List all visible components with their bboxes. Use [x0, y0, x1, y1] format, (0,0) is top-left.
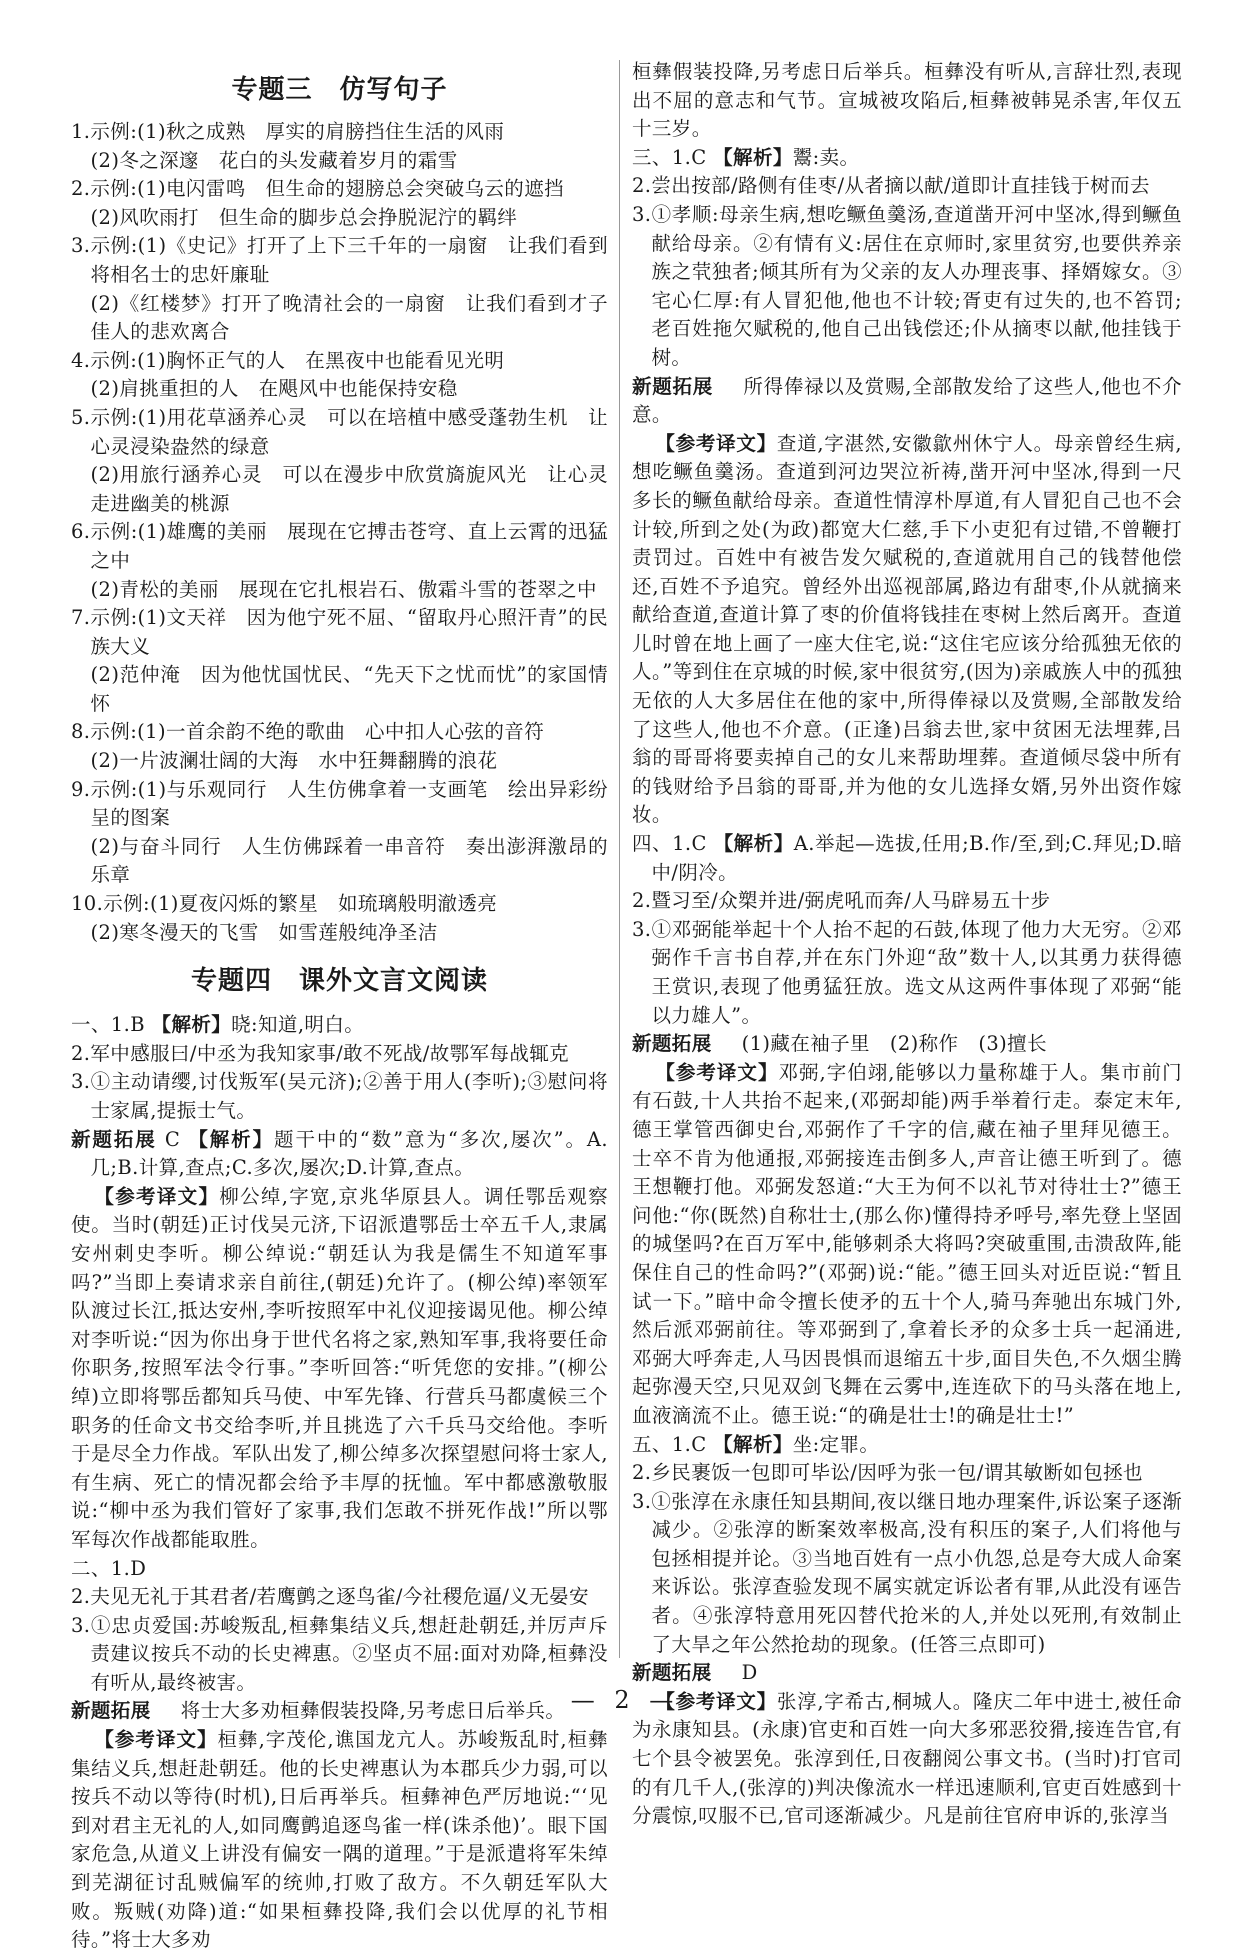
- s3-q1-analysis-tag: 【解析】: [713, 145, 793, 169]
- answer-10-sub: (2)寒冬漫天的飞雪 如雪莲般纯净圣洁: [90, 920, 438, 944]
- s3-ext-tag: 新题拓展: [632, 374, 713, 398]
- answer-7: 7.示例:(1)文天祥 因为他宁死不屈、“留取丹心照汗青”的民族大义: [71, 606, 608, 658]
- s5-extension: [632, 1659, 1182, 1688]
- s1-q1-text: 晓:知道,明白。: [231, 1013, 365, 1037]
- s4-q3: 3.①邓弼能举起十个人抬不起的石鼓,体现了他力大无穷。②邓弼作千言书自荐,并在东门外迎“敌”数十人,以其勇力获得德王赏识,表现了他勇猛狂放。选文从这两件事体现了邓弼“能以力雄人”。: [632, 917, 1182, 1027]
- answer-5: 5.示例:(1)用花草涵养心灵 可以在培植中感受蓬勃生机 让心灵浸染盎然的绿意: [71, 405, 608, 458]
- left-column: [71, 58, 608, 1955]
- s1-ext-analysis-tag: 【解析】: [188, 1127, 275, 1151]
- s2-ext-text: 将士大多劝桓彝假装投降,另考虑日后举兵。: [180, 1699, 566, 1723]
- s4-translation: [632, 1059, 1182, 1431]
- section-3: [632, 144, 1182, 830]
- s5-q1-num: 五、1.C: [632, 1432, 707, 1456]
- s3-translation-text: 查道,字湛然,安徽歙州休宁人。母亲曾经生病,想吃鳜鱼羹汤。查道到河边哭泣祈祷,凿开河中坚冰,得到一尺多长的鳜鱼献给母亲。查道性情淳朴厚道,有人冒犯自己也不会计较,所到之处(为政)都宽大仁慈,手下小吏犯有过错,不曾鞭打责罚过。百姓中有被告发欠赋税的,查道就用自己的钱替他偿还,百姓不予追究。曾经外出巡视部属,路边有甜枣,仆从就摘来献给查道,查道计算了枣的价值将钱挂在枣树上然后离开。查道儿时曾在地上画了一座大住宅,说:“这住宅应该分给孤独无依的人。”等到住在京城的时候,家中很贫穷,(因为)亲戚族人中的孤独无依的人大多居住在他的家中,所得俸禄以及赏赐,全部散发给了这些人,他也不介意。(正逢)吕翁去世,家中贫困无法埋葬,吕翁的哥哥将要卖掉自己的女儿来帮助埋葬。查道倾尽袋中所有的钱财给予吕翁的哥哥,并为他的女儿选择女婿,另外出资作嫁妆。: [632, 431, 1182, 827]
- s1-q1-num: 一、1.B: [71, 1013, 145, 1037]
- s4-translation-text: 邓弼,字伯翊,能够以力量称雄于人。集市前门有石鼓,十人共抬不起来,(邓弼却能)两手举着行走。泰定末年,德王掌管西御史台,邓弼作了千字的信,藏在袖子里拜见德王。士卒不肯为他通报,邓弼接连击倒多人,声音让德王听到了。德王想鞭打他。邓弼发怒道:“大王为何不以礼节对待壮士?”德王问他:“你(既然)自称壮士,(那么你)懂得持矛呼号,率先登上坚固的城堡吗?在百万军中,能够刺杀大将吗?突破重围,击溃敌阵,能保住自己的性命吗?”(邓弼)说:“能。”德王回头对近臣说:“暂且试一下。”暗中命令擅长使矛的五十个人,骑马奔驰出东城门外,然后派邓弼前往。等邓弼到了,拿着长矛的众多士兵一起涌进,邓弼大呼奔走,人马因畏惧而退缩五十步,面目失色,不久烟尘腾起弥漫天空,只见双剑飞舞在云雾中,连连砍下的马头落在地上,血液滴流不止。德王说:“的确是壮士!的确是壮士!”: [632, 1060, 1182, 1427]
- s1-ext-answer: C: [164, 1127, 181, 1151]
- s2-ext-tag: 新题拓展: [71, 1699, 151, 1723]
- s4-ext-text: (1)藏在袖子里 (2)称作 (3)擅长: [741, 1032, 1047, 1056]
- s1-q1: [71, 1011, 608, 1040]
- s1-ext-tag: 新题拓展: [71, 1127, 157, 1151]
- s5-translation-text: 张淳,字希古,桐城人。隆庆二年中进士,被任命为永康知县。(永康)官吏和百姓一向大多邪恶狡猾,接连告官,有七个县令被罢免。张淳到任,日夜翻阅公事文书。(当时)打官司的有几千人,(张淳的)判决像流水一样迅速顺利,官吏百姓感到十分震惊,叹服不已,官司逐渐减少。凡是前往官府申诉的,张淳当: [632, 1689, 1182, 1828]
- answer-8-sub: (2)一片波澜壮阔的大海 水中狂舞翻腾的浪花: [90, 749, 498, 773]
- s1-translation-tag: 【参考译文】: [94, 1184, 220, 1208]
- column-divider: [619, 60, 620, 1658]
- page-number: — 2 —: [570, 1686, 680, 1714]
- s5-q2: 2.乡民裹饭一包即可毕讼/因呼为张一包/谓其敏断如包拯也: [632, 1461, 1143, 1485]
- s2-q3: 3.①忠贞爱国:苏峻叛乱,桓彝集结义兵,想赶赴朝廷,并厉声斥责建议按兵不动的长史裨惠。②坚贞不屈:面对劝降,桓彝没有听从,最终被害。: [71, 1613, 608, 1694]
- heading-topic-4: 专题四 课外文言文阅读: [190, 966, 488, 997]
- answer-9: 9.示例:(1)与乐观同行 人生仿佛拿着一支画笔 绘出异彩纷呈的图案: [71, 777, 608, 830]
- s4-q1-analysis-tag: 【解析】: [713, 832, 794, 856]
- s2-translation: [71, 1726, 608, 1955]
- s3-ext-text: 所得俸禄以及赏赐,全部散发给了这些人,他也不介意。: [632, 374, 1182, 427]
- s3-translation-tag: 【参考译文】: [655, 431, 777, 455]
- section-5: [632, 1431, 1182, 1831]
- s4-q1-num: 四、1.C: [632, 832, 707, 856]
- s1-translation-text: 柳公绰,字宽,京兆华原县人。调任鄂岳观察使。当时(朝廷)正讨伐吴元济,下诏派遣鄂岳士卒五千人,隶属安州刺史李听。柳公绰说:“朝廷认为我是儒生不知道军事吗?”当即上奏请求亲自前往,(朝廷)允许了。(柳公绰)率领军队渡过长江,抵达安州,李听按照军中礼仪迎接谒见他。柳公绰对李听说:“因为你出身于世代名将之家,熟知军事,我将要任命你职务,按照军法令行事。”李听回答:“听凭您的安排。”(柳公绰)立即将鄂岳都知兵马使、中军先锋、行营兵马都虞候三个职务的任命文书交给李听,并且挑选了六千兵马交给他。李听于是尽全力作战。军队出发了,柳公绰多次探望慰问将士家人,有生病、死亡的情况都会给予丰厚的抚恤。军中都感激敬服说:“柳中丞为我们管好了家事,我们怎敢不拼死作战!”所以鄂军每次作战都能取胜。: [71, 1184, 608, 1551]
- s1-translation: [71, 1183, 608, 1555]
- s4-q2: 2.暨习至/众槊并进/弼虎吼而奔/人马辟易五十步: [632, 889, 1051, 913]
- s3-q3: 3.①孝顺:母亲生病,想吃鳜鱼羹汤,查道凿开河中坚冰,得到鳜鱼献给母亲。②有情有义:居住在京师时,家里贫穷,也要供养亲族之茕独者;倾其所有为父亲的友人办理丧事、择婿嫁女。③宅心仁厚:有人冒犯他,他也不计较;胥吏有过失的,也不笞罚;老百姓拖欠赋税的,他自己出钱偿还;仆从摘枣以献,他挂钱于树。: [632, 202, 1182, 369]
- answer-9-sub: (2)与奋斗同行 人生仿佛踩着一串音符 奏出澎湃激昂的乐章: [90, 834, 608, 887]
- answer-1: 1.示例:(1)秋之成熟 厚实的肩膀挡住生活的风雨: [71, 120, 505, 143]
- s4-translation-tag: 【参考译文】: [655, 1060, 779, 1084]
- answer-1-sub: (2)冬之深邃 花白的头发藏着岁月的霜雪: [90, 148, 458, 172]
- answer-10: 10.示例:(1)夏夜闪烁的繁星 如琉璃般明澈透亮: [71, 892, 498, 916]
- s1-extension: [71, 1126, 608, 1183]
- section-4: [632, 830, 1182, 1430]
- answer-6: 6.示例:(1)雄鹰的美丽 展现在它搏击苍穹、直上云霄的迅猛之中: [71, 520, 608, 572]
- answer-8: 8.示例:(1)一首余韵不绝的歌曲 心中扣人心弦的音符: [71, 720, 545, 744]
- s1-q3: 3.①主动请缨,讨伐叛军(吴元济);②善于用人(李听);③慰问将士家属,提振士气。: [71, 1070, 608, 1122]
- s1-q2: 2.军中感服曰/中丞为我知家事/敢不死战/故鄂军每战辄克: [71, 1041, 570, 1065]
- s3-q1-num: 三、1.C: [632, 145, 707, 169]
- s3-extension: [632, 373, 1182, 430]
- heading-topic-3: 专题三 仿写句子: [231, 75, 448, 105]
- s1-q1-analysis-tag: 【解析】: [151, 1013, 232, 1037]
- right-column: [632, 58, 1182, 1831]
- s2-q2: 2.夫见无礼于其君者/若鹰鹯之逐鸟雀/今社稷危逼/义无晏安: [71, 1585, 589, 1609]
- s5-translation-tag: 【参考译文】: [655, 1689, 777, 1713]
- s3-q2: 2.尝出按部/路侧有佳枣/从者摘以献/道即计直挂钱于树而去: [632, 174, 1150, 198]
- answer-3-sub: (2)《红楼梦》打开了晚清社会的一扇窗 让我们看到才子佳人的悲欢离合: [90, 291, 608, 344]
- s3-translation: [632, 430, 1182, 830]
- s1-ext-text: 题干中的“数”意为“多次,屡次”。A.几;B.计算,查点;C.多次,屡次;D.计算,查点。: [90, 1127, 608, 1180]
- s5-q1-text: 坐:定罪。: [792, 1432, 880, 1456]
- s3-q1-text: 鬻:卖。: [792, 145, 860, 169]
- s5-ext-tag: 新题拓展: [632, 1661, 712, 1685]
- section-2: [71, 1555, 608, 1955]
- s5-ext-answer: D: [741, 1661, 758, 1685]
- s4-q1-text: A.举起—选拔,任用;B.作/至,到;C.拜见;D.暗中/阴冷。: [651, 832, 1182, 884]
- s2-q1: 二、1.D: [71, 1556, 147, 1580]
- answer-7-sub: (2)范仲淹 因为他忧国忧民、“先天下之忧而忧”的家国情怀: [90, 663, 608, 715]
- s4-q1: [632, 830, 1182, 887]
- s5-q1: [632, 1431, 1182, 1460]
- topic-3-answers: [71, 118, 608, 947]
- s2-translation-text: 桓彝,字茂伦,谯国龙亢人。苏峻叛乱时,桓彝集结义兵,想赶赴朝廷。他的长史裨惠认为本郡兵少力弱,可以按兵不动以等待(时机),日后再举兵。桓彝神色严厉地说:“‘见到对君主无礼的人,如同鹰鹯追逐鸟雀一样(诛杀他)’。眼下国家危急,从道义上讲没有偏安一隅的道理。”于是派遣将军朱绰到芜湖征讨乱贼偏军的统帅,打败了敌方。不久朝廷军队大败。叛贼(劝降)道:“如果桓彝投降,我们会以优厚的礼节相待。”将士大多劝: [71, 1728, 608, 1952]
- s3-q1: [632, 144, 1182, 173]
- answer-2: 2.示例:(1)电闪雷鸣 但生命的翅膀总会突破乌云的遮挡: [71, 177, 564, 201]
- answer-2-sub: (2)风吹雨打 但生命的脚步总会挣脱泥泞的羁绊: [90, 205, 518, 229]
- answer-3: 3.示例:(1)《史记》打开了上下三千年的一扇窗 让我们看到将相名士的忠奸廉耻: [71, 234, 608, 286]
- answer-4-sub: (2)肩挑重担的人 在飓风中也能保持安稳: [90, 377, 458, 401]
- answer-6-sub: (2)青松的美丽 展现在它扎根岩石、傲霜斗雪的苍翠之中: [90, 577, 597, 601]
- s5-q3: 3.①张淳在永康任知县期间,夜以继日地办理案件,诉讼案子逐渐减少。②张淳的断案效率极高,没有积压的案子,人们将他与包拯相提并论。③当地百姓有一点小仇怨,总是夸大成人命案来诉讼。张淳查验发现不属实就定诉讼者有罪,从此没有诬告者。④张淳特意用死囚替代抢米的人,并处以死刑,有效制止了大旱之年公然抢劫的现象。(任答三点即可): [632, 1489, 1183, 1656]
- s4-extension: [632, 1030, 1182, 1059]
- answer-5-sub: (2)用旅行涵养心灵 可以在漫步中欣赏旖旎风光 让心灵走进幽美的桃源: [90, 463, 608, 515]
- s4-ext-tag: 新题拓展: [632, 1032, 712, 1056]
- s5-q1-analysis-tag: 【解析】: [713, 1432, 793, 1456]
- s2-translation-cont: 桓彝假装投降,另考虑日后举兵。桓彝没有听从,言辞壮烈,表现出不屈的意志和气节。宣城被攻陷后,桓彝被韩晃杀害,年仅五十三岁。: [632, 60, 1182, 141]
- answer-4: 4.示例:(1)胸怀正气的人 在黑夜中也能看见光明: [71, 348, 505, 372]
- section-1: [71, 1011, 608, 1554]
- s2-translation-tag: 【参考译文】: [94, 1728, 218, 1752]
